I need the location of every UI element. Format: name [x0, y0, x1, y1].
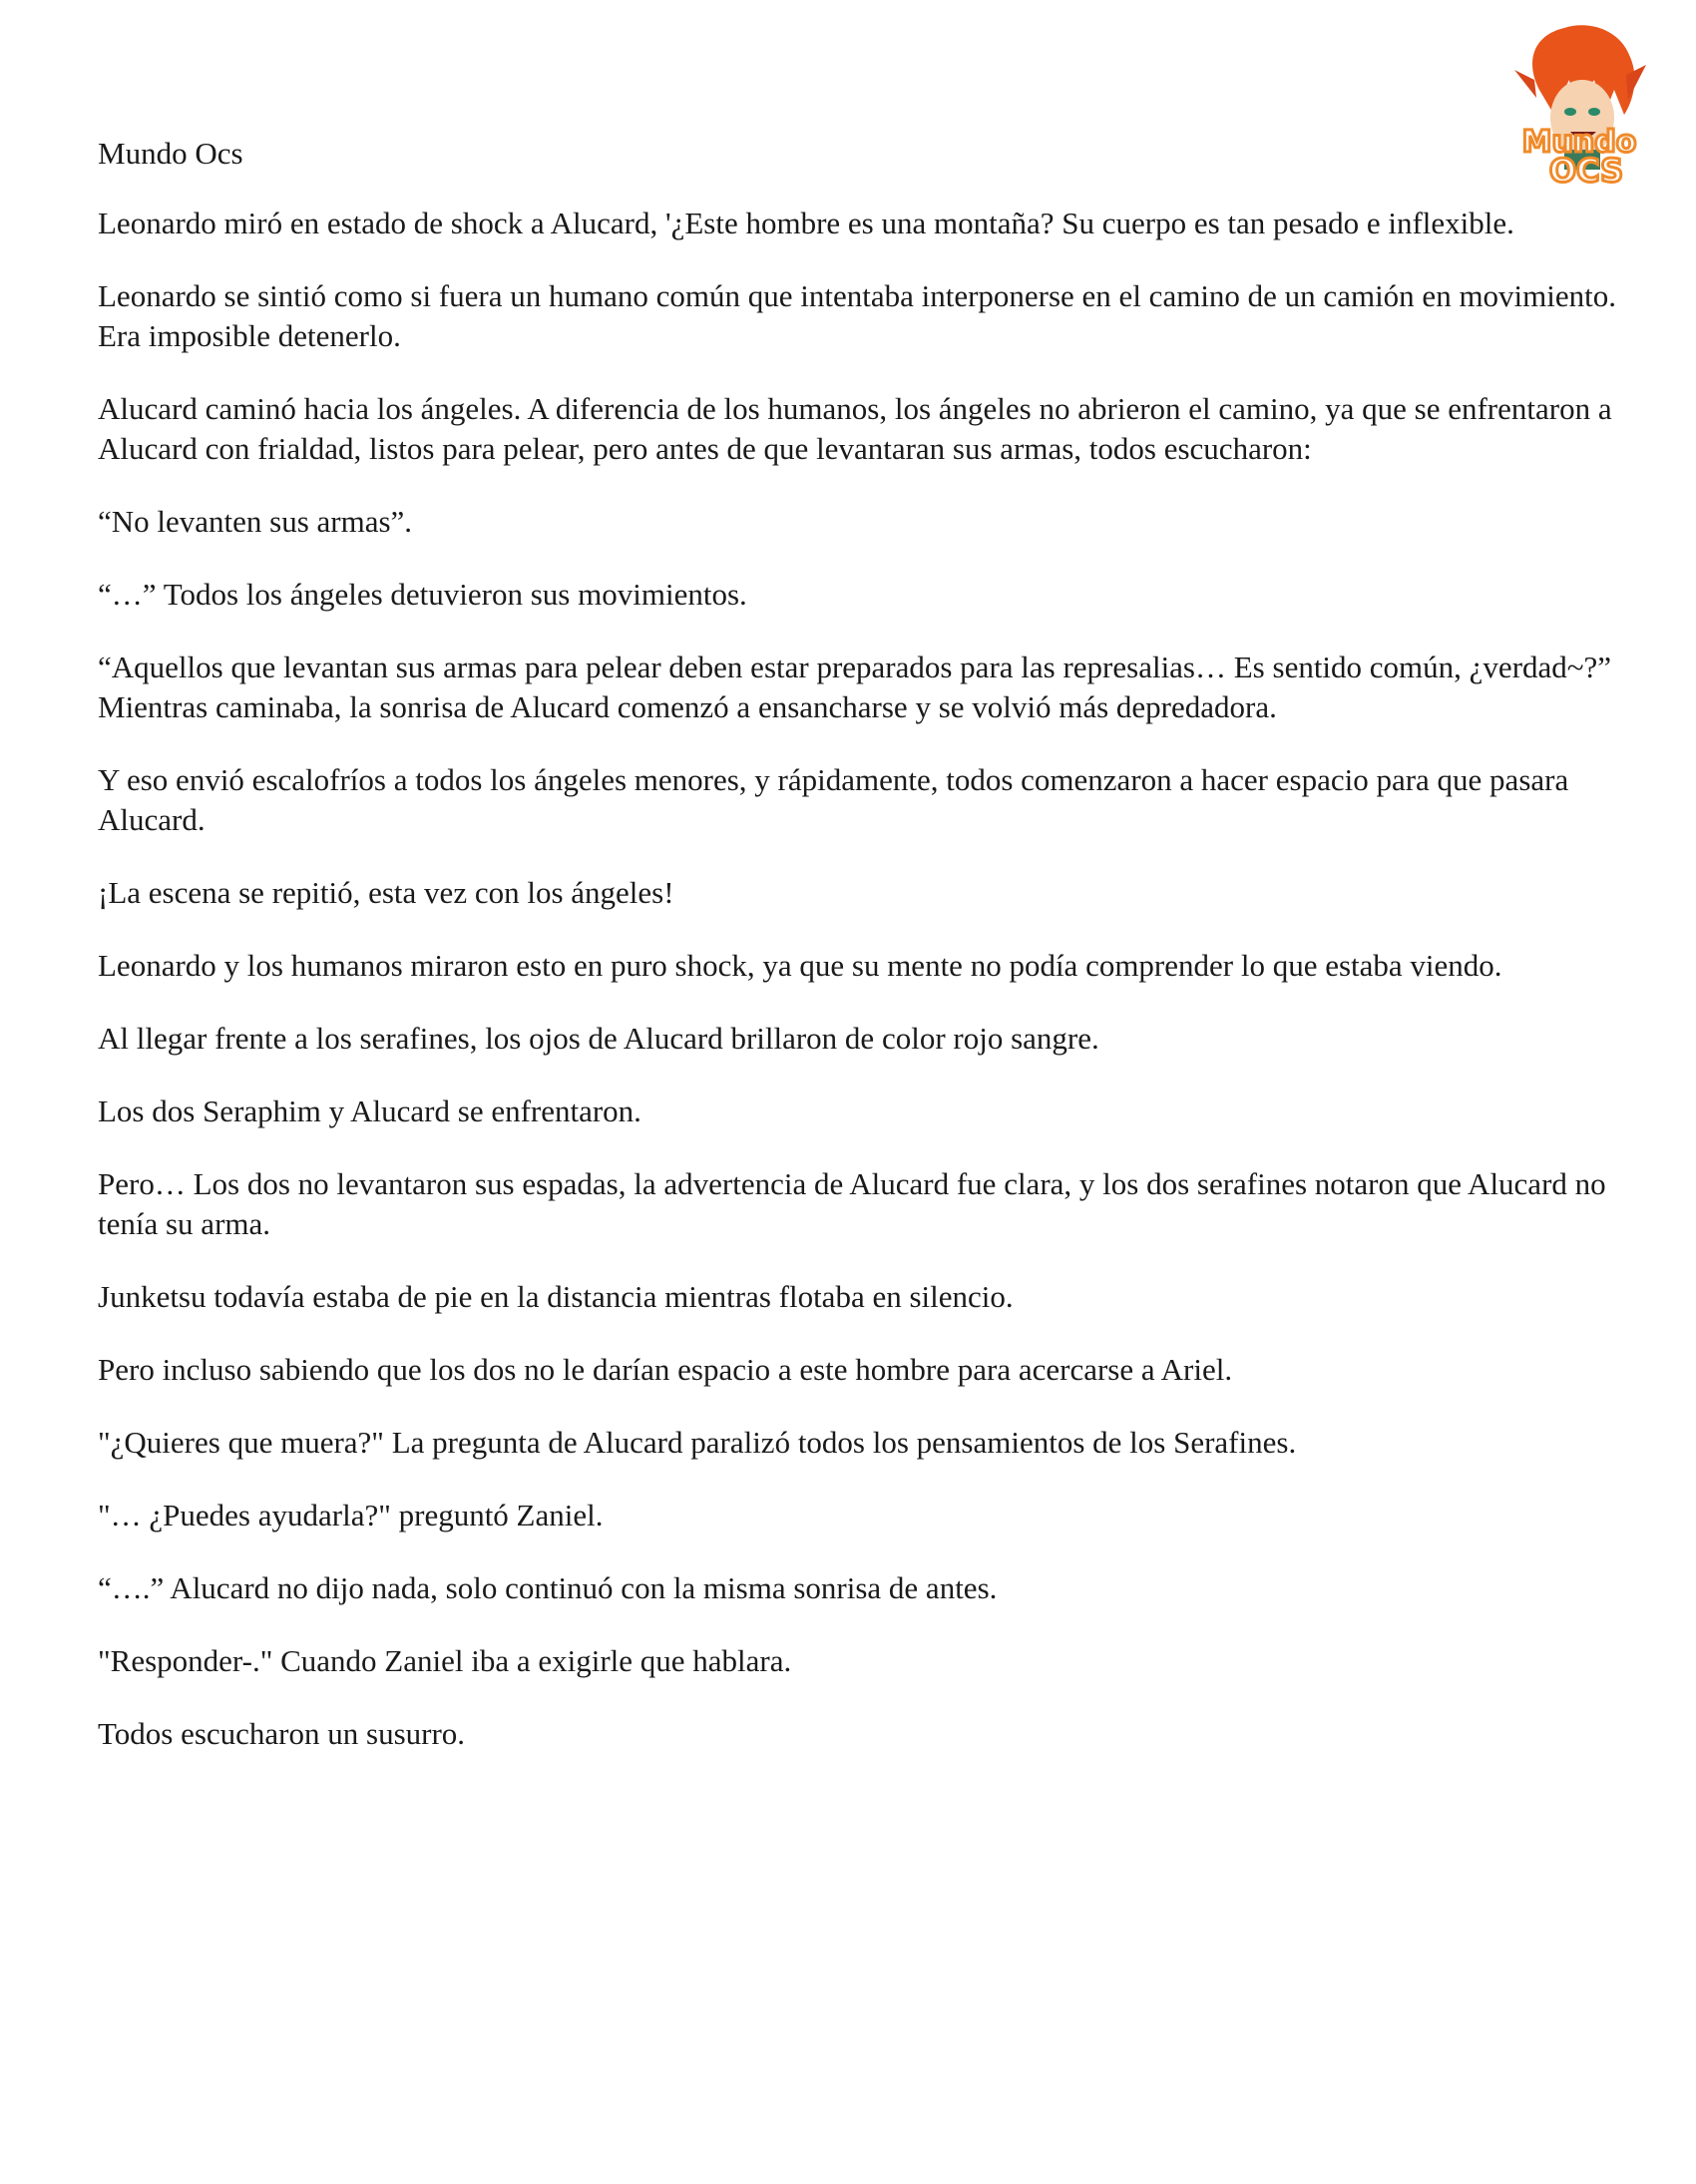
- paragraph: “Aquellos que levantan sus armas para pelear deben estar preparados para las represalias… Es sentido común, ¿verdad~?” Mientras caminaba, la sonrisa de Alucard comenzó a ensancharse y se volvió más depredadora.: [98, 650, 1612, 724]
- paragraph: "¿Quieres que muera?" La pregunta de Alucard paralizó todos los pensamientos de los Serafines.: [98, 1425, 1297, 1460]
- paragraph: "Responder-." Cuando Zaniel iba a exigirle que hablara.: [98, 1643, 792, 1678]
- mundo-ocs-logo: [1494, 20, 1664, 190]
- paragraph: Pero incluso sabiendo que los dos no le darían espacio a este hombre para acercarse a Ariel.: [98, 1352, 1233, 1387]
- paragraph: Leonardo y los humanos miraron esto en puro shock, ya que su mente no podía comprender lo que estaba viendo.: [98, 948, 1502, 983]
- paragraph: "… ¿Puedes ayudarla?" preguntó Zaniel.: [98, 1498, 604, 1532]
- paragraph: Al llegar frente a los serafines, los ojos de Alucard brillaron de color rojo sangre.: [98, 1021, 1099, 1056]
- logo-text-line1: Mundo: [1521, 125, 1637, 160]
- document-title: Mundo Ocs: [98, 136, 243, 171]
- paragraph: ¡La escena se repitió, esta vez con los ángeles!: [98, 875, 674, 910]
- document-body: [98, 204, 1624, 1787]
- paragraph: Todos escucharon un susurro.: [98, 1716, 466, 1751]
- paragraph: Pero… Los dos no levantaron sus espadas, la advertencia de Alucard fue clara, y los dos serafines notaron que Alucard no tenía su arma.: [98, 1166, 1606, 1241]
- paragraph: “….” Alucard no dijo nada, solo continuó con la misma sonrisa de antes.: [98, 1570, 998, 1605]
- paragraph: Leonardo miró en estado de shock a Alucard, '¿Este hombre es una montaña? Su cuerpo es tan pesado e inflexible.: [98, 206, 1514, 240]
- paragraph: Y eso envió escalofríos a todos los ángeles menores, y rápidamente, todos comenzaron a hacer espacio para que pasara Alucard.: [98, 762, 1569, 837]
- paragraph: “…” Todos los ángeles detuvieron sus movimientos.: [98, 577, 747, 612]
- paragraph: Alucard caminó hacia los ángeles. A diferencia de los humanos, los ángeles no abrieron el camino, ya que se enfrentaron a Alucard con frialdad, listos para pelear, pero antes de que levantaran sus armas, todos escucharon:: [98, 391, 1612, 466]
- paragraph: “No levanten sus armas”.: [98, 504, 413, 539]
- logo-text-line2: OCS: [1548, 152, 1624, 190]
- paragraph: Junketsu todavía estaba de pie en la distancia mientras flotaba en silencio.: [98, 1279, 1014, 1314]
- paragraph: Leonardo se sintió como si fuera un humano común que intentaba interponerse en el camino de un camión en movimiento. Era imposible detenerlo.: [98, 278, 1617, 353]
- paragraph: Los dos Seraphim y Alucard se enfrentaron.: [98, 1093, 641, 1128]
